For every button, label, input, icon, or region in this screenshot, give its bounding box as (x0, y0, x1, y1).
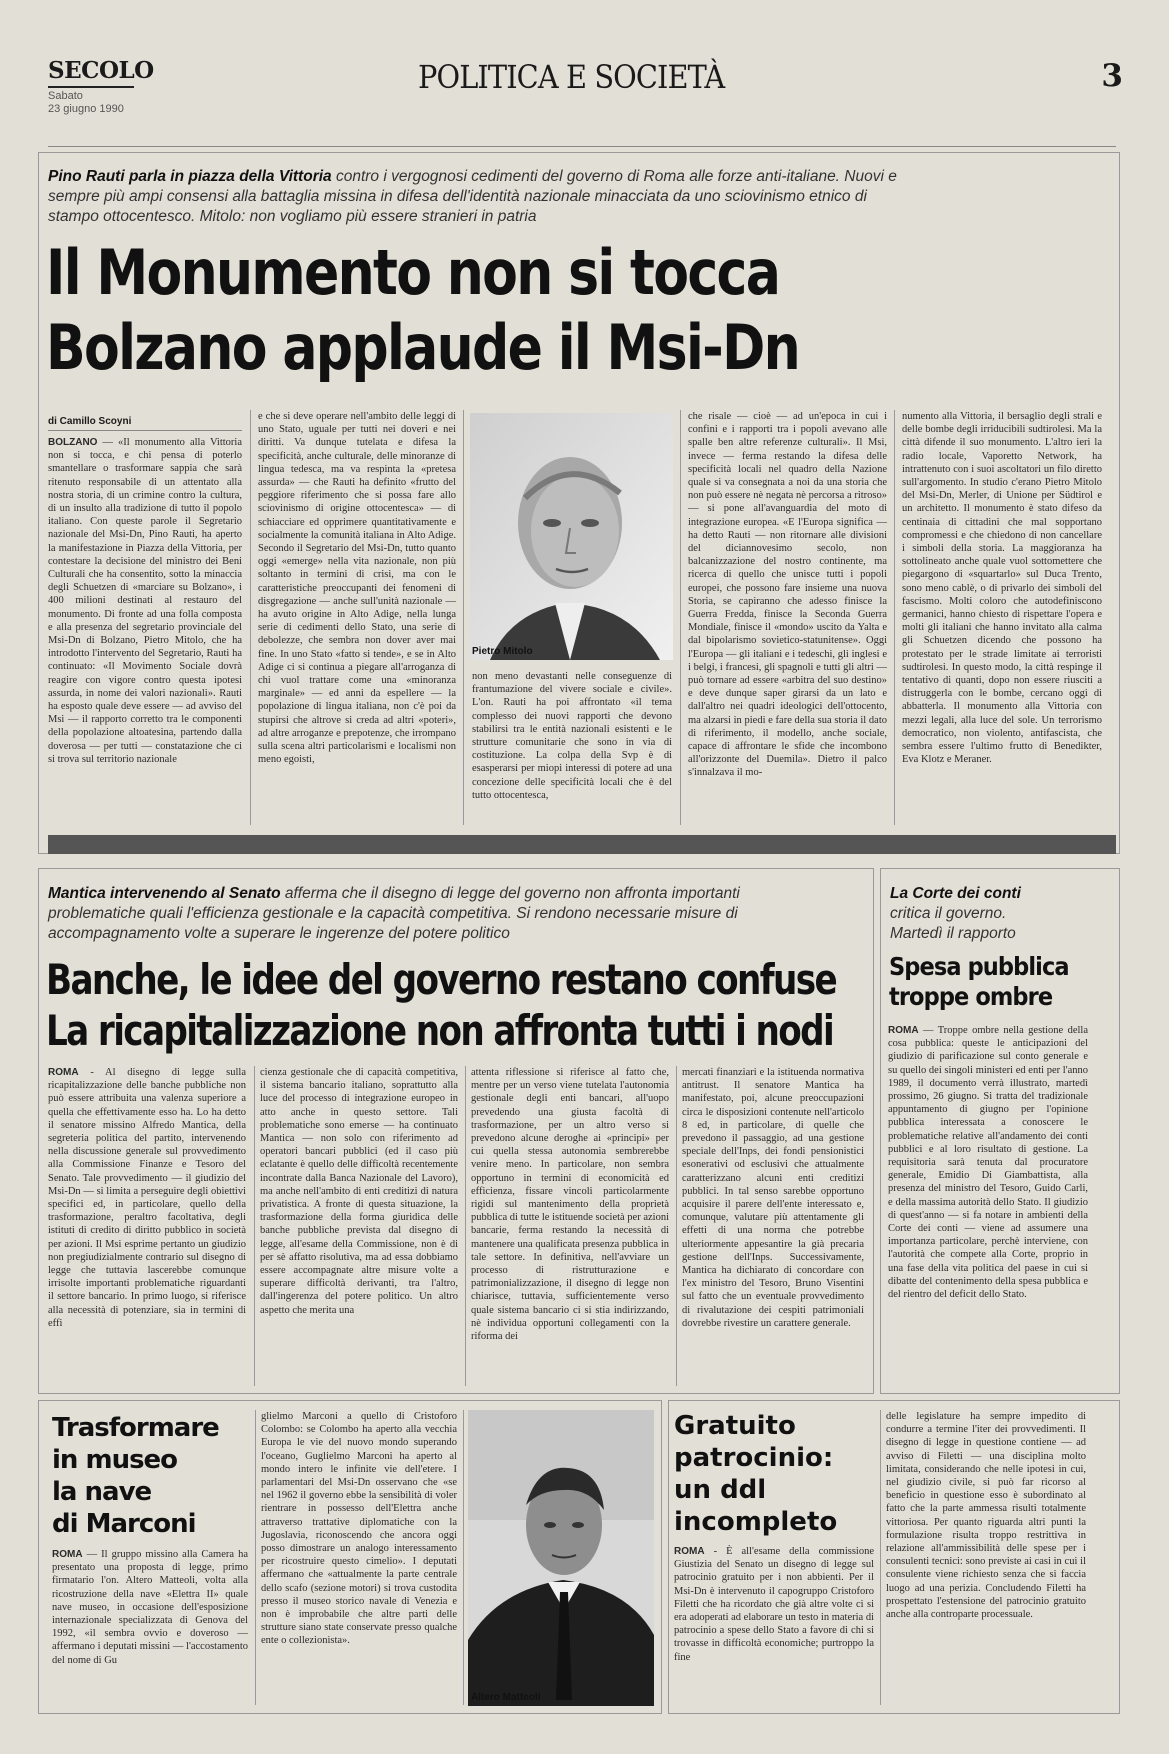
marconi-headline-line-4: di Marconi (52, 1509, 196, 1539)
top-headline-line-1: Il Monumento non si tocca (46, 236, 780, 309)
sidebar-text: — Troppe ombre nella gestione della cosa pubblica: queste le anticipazioni del giudizio di parificazione sul conto generale e su quello dei singoli ministeri ed enti per l'anno 1989, il documento verrà illustrato, martedì prossimo, 26 giugno. Si tratta del tradizionale appuntamento di giugno per l'opinione pubblica interessata a conoscere le problematiche relative all'andamento dei conti pubblici e al loro risultato di gestione. La requisitoria sarà tenuta dal procuratore generale, Emidio Di Giambattista, alla presenza del ministro del Tesoro, Guido Carli, e della massima autorità dello Stato. Il giudizio di quest'anno — si fa notare in ambienti della Corte dei conti — viene ad assumere una importanza particolare, perchè interviene, con l'autorità che compete alla Corte, proprio in una fase della vita politica del paese in cui si dibatte del contenimento della spesa pubblica e del rientro del deficit dello Stato. (888, 1025, 1088, 1301)
middle-kicker-bold: Mantica intervenendo al Senato (48, 885, 281, 902)
sidebar-headline-line-2: troppe ombre (889, 982, 1053, 1011)
patrocinio-headline-line-1: Gratuito (674, 1411, 796, 1441)
page-number: 3 (1101, 58, 1123, 94)
top-article-column-1 (48, 436, 242, 826)
top-article-column-2: e che si deve operare nell'ambito delle leggi di uno Stato, uguale per tutti nei doveri e nei diritti. Va dunque tutelata e difesa la specificità, anche culturale, delle minoranze di lingua tedesca, ma va respinta la «pretesa assurda» — che Rauti ha definito «frutto del peggiore riferimento che si possa fare allo sciovinismo di origine ottocentesca» — di schiacciare ed opprimere quantitativamente e socialmente la comunità italiana in Alto Adige. Secondo il Segretario del Msi-Dn, tutto quanto oggi «emerge» nella vita nazionale, non più soltanto in termini di crisi, ma con le caratteristiche preoccupanti dei fenomeni di disgregazione — anche sull'unità nazionale — ha avuto origine in Alto Adige, nella lunga serie di cedimenti dello Stato, una serie di debolezze, che sembra non dover aver mai fine. In uno Stato «fatto si tende», e se in Alto Adige ci si continua a piegare all'arroganza di chi vuol trattare come una «minoranza marginale» — ed anni da espellere — la popolazione di lingua italiana, non c'è poi da stupirsi che altrove si creda ad altri «poteri», ad altre arroganze e prepotenze, che irrompano sulla scena altri particolarismi e localismi non meno egoisti, (258, 411, 456, 766)
patrocinio-text: - È all'esame della commissione Giustizia del Senato un disegno di legge sul patrocinio gratuito per i non abbienti. Per il Msi-Dn è intervenuto il capogruppo Cristoforo Filetti che ha ricordato che già altre volte ci si era adoperati ad elaborare un testo in materia di patrocinio a spese dello Stato a favore di chi si trovasse in difficoltà economiche; purtroppo la fine (674, 1546, 874, 1663)
photo-caption: Altero Matteoli (471, 1692, 541, 1703)
column-rule (255, 1410, 256, 1705)
marconi-column-1 (52, 1548, 248, 1706)
patrocinio-dateline: ROMA (674, 1546, 705, 1557)
masthead-date: 23 giugno 1990 (48, 103, 124, 115)
section-divider-bar (48, 835, 1116, 854)
pietro-mitolo-photo (470, 413, 673, 660)
middle-kicker-rest: afferma che il disegno di legge del governo non affronta importanti problematiche quali l'efficienza gestionale e la capacità competitiva. Si rendono necessarie misure di accompagnamento volte a superare le ingerenze del potere politico (48, 885, 740, 942)
middle-headline-line-1: Banche, le idee del governo restano confuse (46, 955, 837, 1004)
sidebar-headline (889, 952, 1069, 1012)
sidebar-kicker-line-2: critica il governo. (890, 905, 1007, 922)
top-kicker-rest: contro i vergognosi cedimenti del governo di Roma alle forze anti-italiane. Nuovi e sempre più ampi consensi alla battaglia missina in difesa dell'identità nazionale minacciata da uno sciovinismo etnico di stampo ottocentesco. Mitolo: non vogliamo più essere stranieri in patria (48, 168, 897, 225)
column-rule (465, 1066, 466, 1386)
photo-caption: Pietro Mitolo (472, 646, 533, 657)
column-rule (250, 410, 251, 825)
marconi-headline (52, 1412, 219, 1540)
masthead (48, 52, 1123, 122)
column-rule (680, 410, 681, 825)
sidebar-article-body (888, 1024, 1088, 1386)
top-byline: di Camillo Scoyni (48, 416, 132, 427)
marconi-text: — Il gruppo missino alla Camera ha presentato una proposta di legge, primo firmatario l'on. Altero Matteoli, volta alla ricostruzione della nave «Elettra II» quale nave museo, in occasione dell'esposizione internazionale specializzata di Genova del 1992, «il sembra ovvio e doveroso — affermano i deputati missini — l'accostamento del nome di Gu (52, 1549, 248, 1666)
middle-col1-dateline: ROMA (48, 1067, 79, 1078)
portrait-image (468, 1410, 654, 1706)
byline-rule (48, 430, 242, 431)
marconi-headline-line-3: la nave (52, 1477, 152, 1507)
logo-rule (48, 86, 134, 88)
altero-matteoli-photo (468, 1410, 654, 1706)
column-rule (463, 410, 464, 825)
column-rule (676, 1066, 677, 1386)
column-rule (880, 1410, 881, 1705)
sidebar-headline-line-1: Spesa pubblica (889, 952, 1069, 981)
column-rule (463, 1410, 464, 1705)
top-article-column-3: non meno devastanti nelle conseguenze di frantumazione del vivere sociale e civile». L'on. Rauti ha poi affrontato «il tema complesso dei nuovi rapporti che devono stabilirsi tra le entità nazionali esistenti e le strutture comunitarie che sono in via di costituzione. La colpa della Svp è di esasperarsi per miopi interessi di potere ad una concezione delle specificità locali che è del tutto ottocentesca, (472, 671, 672, 801)
middle-article-column-4: mercati finanziari e la istituenda normativa antitrust. Il senatore Mantica ha manifestato, poi, alcune preoccupazioni circa le disposizioni contenute nell'articolo 8 ed, in particolare, di quelle che prevedono il passaggio, ad una gestione speciale dell'Inps, dei fondi pensionistici esonerativi od esclusivi che attualmente caratterizzano alcuni enti creditizi pubblici. In tal senso sarebbe opportuno acquisire il parere dell'ente interessato e, comunque, valutare più attentamente gli effetti di una norma che potrebbe ulteriormente appesantire la già precaria gestione dell'Inps. Successivamente, Mantica ha dichiarato di concordare con l'ex ministro del Tesoro, Bruno Visentini sul fatto che un eventuale provvedimento di rivalutazione dei cespiti patrimoniali dovrebbe rivestire un carattere generale. (682, 1067, 864, 1329)
sidebar-kicker (890, 884, 1110, 944)
patrocinio-headline (674, 1410, 837, 1538)
portrait-image (470, 413, 673, 660)
top-article-kicker (48, 167, 908, 227)
top-col1-dateline: BOLZANO (48, 437, 98, 448)
sidebar-kicker-bold: La Corte dei conti (890, 885, 1021, 902)
top-kicker-bold: Pino Rauti parla in piazza della Vittoria (48, 168, 332, 185)
middle-article-column-1 (48, 1066, 246, 1388)
middle-col1-text: - Al disegno di legge sulla ricapitalizzazione delle banche pubbliche non può essere attribuita una valenza superiore a quella che effettivamente esso ha. Lo ha detto il senatore missino Alfredo Mantica, della segreteria politica del partito, intervenendo nella discussione generale sul provvedimento alla Commissione Finanze e Tesoro del Senato. Tale provvedimento — il giudizio del Msi-Dn — si limita a perseguire degli obiettivi specifici ed, in particolare, quello della trasformazione, peraltro facoltativa, degli istituti di credito di diritto pubblico in società per azioni. Il Msi esprime pertanto un giudizio non pregiudizialmente contrario sul disegno di legge che tuttavia lascerebbe comunque irrisolte importanti problematiche riguardanti il settore bancario. In primo luogo, si riferisce alla necessità di potenziare, sia in termini di effi (48, 1067, 246, 1329)
masthead-rule (48, 146, 1116, 147)
middle-headline-line-2: La ricapitalizzazione non affronta tutti i nodi (46, 1006, 834, 1055)
masthead-day: Sabato (48, 90, 83, 102)
marconi-headline-line-2: in museo (52, 1445, 178, 1475)
middle-article-column-2: cienza gestionale che di capacità competitiva, il sistema bancario italiano, soprattutto alla luce del processo di integrazione europeo in atto anche in questo settore. Tali problematiche sono emerse — ha continuato Mantica — non solo con riferimento ad operatori bancari pubblici (ed il caso più eclatante è quello delle difficoltà recentemente incontrate dalla Banca Nazionale del Lavoro), ma anche nell'ambito di enti creditizi di natura privatistica. A fronte di questa situazione, la trasformazione della forma giuridica delle banche pubbliche prevista dal disegno di legge, all'esame della Commissione, non è di per sè affatto risolutiva, ma ad essa dobbiamo essere accompagnate altre misure volte a superare difficoltà derivanti, tra l'altro, dall'ingerenza del potere politico. Un altro aspetto che merita una (260, 1067, 458, 1316)
patrocinio-headline-line-2: patrocinio: (674, 1443, 834, 1473)
top-headline-line-2: Bolzano applaude il Msi-Dn (46, 311, 800, 384)
patrocinio-column-1 (674, 1545, 874, 1706)
middle-article-kicker (48, 884, 808, 944)
patrocinio-column-2: delle legislature ha sempre impedito di condurre a termine l'iter dei provvedimenti. Il disegno di legge in questione contiene — ad avviso di Filetti — una disciplina molto limitata, considerando che nelle ipotesi in cui, nel giudizio civile, si può far ricorso al beneficio in questione esso è subordinato al fatto che la parte ammessa risulti totalmente vittoriosa. Per quanto riguarda altri punti la formulazione risulta troppo restrittiva in relazione all'ammissibilità delle spese per i consulenti tecnici: sono previste ai casi in cui il consulente viene richiesto senza che si faccia luogo ad una perizia. Concludendo Filetti ha prospettato l'estensione del patrocinio gratuito anche alla controparte processuale. (886, 1411, 1086, 1621)
newspaper-logo: SECOLO (48, 57, 154, 84)
column-rule (894, 410, 895, 825)
patrocinio-headline-line-4: incompleto (674, 1507, 838, 1537)
top-col1-text: — «Il monumento alla Vittoria non si tocca, e chi pensa di poterlo smantellare o trasformare sappia che sarà ritenuto responsabile di un attentato alla nostra storia, di un crimine contro la cultura, di un insulto alla tradizione di tutto il popolo italiano. Con queste parole il Segretario nazionale del Msi-Dn, Pino Rauti, ha aperto la manifestazione in Piazza della Vittoria, per contestare la decisione del ministro dei Beni Culturali che ha consentito, sotto la minaccia degli Schuetzen di «marciare su Bolzano», i 400 milioni destinati al restauro del monumento. Di fronte ad una folla composta e alla presenza del segretario provinciale del Msi-Dn di Bolzano, Pietro Mitolo, che ha introdotto l'intervento del Segretario, Rauti ha continuato: «Il Movimento Sociale dovrà reagire con vigore contro questa ipotesi assurda, in nome dei valori nazionali». Rauti ha esposto quale deve essere — ad avviso del Msi — il rapporto corretto tra le componenti della popolazione altoatesina, partendo dalla doverosa — per tutti — constatazione che ci si trova sul territorio nazionale (48, 437, 242, 765)
column-rule (254, 1066, 255, 1386)
top-article-column-5: numento alla Vittoria, il bersaglio degli strali e delle bombe degli irriducibili sudtirolesi. Ma la città difende il suo monumento. L'altro ieri la radio locale, Vaporetto Network, ha intrattenuto con i suoi ascoltatori un filo diretto sull'argomento. In studio c'erano Pietro Mitolo del Msi-Dn, Merler, di Unione per Südtirol e un architetto. Il monumento è stato difeso da centinaia di cittadini che mal sopportano compromessi e che chiedono di non cancellare i simboli della storia. La maggioranza ha sottolineato anche quale vuol sottomettere che piegargono di «squartarlo» sul Duca Trento, sono meno cablè, o di privarlo dei simboli del fascismo. Molti coloro che autodefiniscono germanici, hanno chiesto di rispettare l'opera e molti gli italiani che hanno invitato alla calma gli Schuetzen dicendo che possono ha protestato per le strade limitate ai terroristi sudtirolesi. In questo modo, la città respinge il tentativo di quanti, dopo non essere riusciti a distruggerla con le bombe, cercano oggi di abbatterla. Il monumento alla Vittoria con mezzi legali, alla luce del sole. Un terrorismo democratico, non violento, antifascista, che sembra essere l'ultimo frutto di Benedikter, Eva Klotz e Meraner. (902, 411, 1102, 766)
top-article-column-4: che risale — cioè — ad un'epoca in cui i confini e i rapporti tra i popoli avevano alle spalle ben altre referenze culturali». Il Msi, invece — ferma restando la difesa delle specificità locali nel quadro della Nazione quale si va consegnata a noi da una storia che non può essere nè negata nè percorsa a ritroso» — si pone all'avanguardia del moto di integrazione europea. «E l'Europa significa — ha detto Rauti — non ritornare alle divisioni del diciannovesimo secolo, non balcanizzazione del nostro continente, ma ricerca di quello che unisce tutti i popoli europei, che possono fare insieme una nuova Storia, se capiranno che adesso finisce la Guerra Fredda, finisce la Seconda Guerra Mondiale, finisce il «mondo» uscito da Yalta e dal bipolarismo sovietico-statunitense». Oggi l'Europa — gli italiani e i tedeschi, gli inglesi e i belgi, i francesi, gli spagnoli e tutti gli altri — può tornare ad essere «arbitra del suo destino» e deve dunque saper girarsi da un lato e dall'altro nei quadri ideologici dell'ottocento, ma alzarsi in piedi e fare della sua storia il dato di riferimento, il modello, anche sociale, capace di affrontare le sfide che incombono all'orizzonte del Duemila». Dietro il palco s'innalzava il mo- (688, 411, 887, 779)
section-title: POLITICA E SOCIETÀ (418, 58, 725, 96)
marconi-dateline: ROMA (52, 1549, 83, 1560)
middle-article-column-3: attenta riflessione si riferisce al fatto che, mentre per un verso viene tutelata l'autonomia gestionale degli enti bancari, all'uopo prevedendo una giusta facoltà di trasformazione, per un altro verso si prevedono alcune deroghe ai «principi» per cui quella stessa autonomia sembrerebbe venire meno. In particolare, non sembra opportuno in termini di economicità ed efficienza, fissare vincoli particolarmente rigidi sul mantenimento della proprietà pubblica di tutte le istituende società per azioni bancarie, ferma restando la necessità di mantenere una qualificata presenza pubblica in tale settore. In definitiva, nell'avviare un processo di ristrutturazione e patrimonializzazione, il disegno di legge non chiarisce, tuttavia, sufficientemente verso quale sistema bancario ci si stia indirizzando, nè individua opportuni collegamenti con la riforma dei (471, 1067, 669, 1343)
patrocinio-headline-line-3: un ddl (674, 1475, 767, 1505)
sidebar-dateline: ROMA (888, 1025, 919, 1036)
sidebar-kicker-line-3: Martedì il rapporto (890, 925, 1016, 942)
marconi-column-2: glielmo Marconi a quello di Cristoforo Colombo: se Colombo ha aperto alla vecchia Europa le vie del nuovo mondo superando l'oceano, Guglielmo Marconi ha aperto al mondo intero le infinite vie dell'etere. I parlamentari del Msi-Dn osservano che «se nel 1962 il governo ebbe la sensibilità di voler rientrare in possesso dell'Elettra anche attraverso trattative diplomatiche con la Jugoslavia, riconoscendo che ancora oggi posso dimostrare un analogo interessamento per ricostruire questo cimelio». I deputati affermano che «attualmente la parte centrale dello scafo (sezione motori) si trova custodita presso il museo storico navale di Venezia e non è improbabile che altre parti delle strutture siano state conservate presso qualche ente o collezionista». (261, 1411, 457, 1647)
marconi-headline-line-1: Trasformare (52, 1413, 219, 1443)
